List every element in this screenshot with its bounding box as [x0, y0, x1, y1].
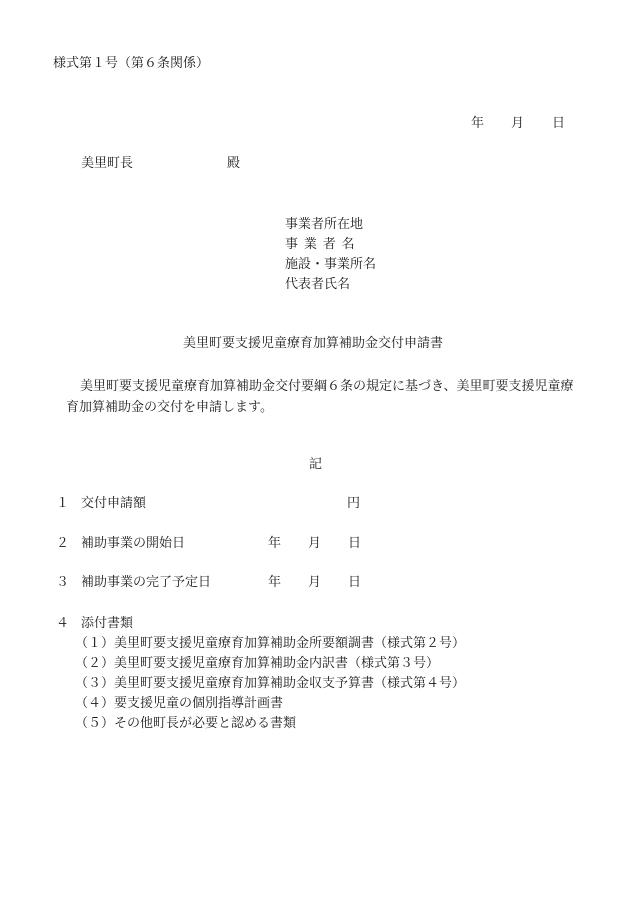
- end-year-label: 年: [268, 575, 282, 590]
- attachment-item: （３）美里町要支援児童療育加算補助金収支予算書（様式第４号）: [75, 676, 466, 691]
- end-month-label: 月: [308, 575, 322, 590]
- date-month-label: 月: [511, 116, 525, 131]
- start-month-label: 月: [308, 536, 322, 551]
- attachment-item: （５）その他町長が必要と認める書類: [75, 716, 297, 731]
- item-number: ４: [56, 616, 70, 631]
- attachment-item: （２）美里町要支援児童療育加算補助金内訳書（様式第３号）: [75, 656, 440, 671]
- body-paragraph: 美里町要支援児童療育加算補助金交付要綱６条の規定に基づき、美里町要支援児童療育加算補助金の交付を申請します。: [66, 379, 574, 415]
- date-year-label: 年: [471, 116, 485, 131]
- addressee-name: 美里町長: [81, 156, 134, 171]
- addressee-honorific: 殿: [227, 156, 241, 171]
- start-year-label: 年: [268, 536, 282, 551]
- item-label: 補助事業の完了予定日: [81, 575, 212, 590]
- item-number: ２: [56, 536, 70, 551]
- date-day-label: 日: [552, 116, 566, 131]
- item-label: 添付書類: [81, 616, 134, 631]
- amount-unit: 円: [347, 496, 361, 511]
- applicant-business-name-label: 事業者名: [285, 237, 361, 252]
- form-number: 様式第１号（第６条関係）: [53, 56, 210, 71]
- attachment-list: [75, 637, 465, 737]
- applicant-address-label: 事業者所在地: [285, 217, 364, 232]
- applicant-facility-name-label: 施設・事業所名: [285, 257, 377, 272]
- applicant-representative-label: 代表者氏名: [285, 277, 351, 292]
- attachment-item: （４）要支援児童の個別指導計画書: [75, 696, 284, 711]
- attachment-item: （１）美里町要支援児童療育加算補助金所要額調書（様式第２号）: [75, 636, 466, 651]
- item-label: 交付申請額: [81, 496, 147, 511]
- start-day-label: 日: [348, 536, 362, 551]
- item-number: ３: [56, 575, 70, 590]
- document-title: 美里町要支援児童療育加算補助金交付申請書: [183, 336, 444, 351]
- ki-heading: 記: [309, 457, 323, 472]
- item-label: 補助事業の開始日: [81, 536, 186, 551]
- end-day-label: 日: [348, 575, 362, 590]
- item-number: １: [56, 496, 70, 511]
